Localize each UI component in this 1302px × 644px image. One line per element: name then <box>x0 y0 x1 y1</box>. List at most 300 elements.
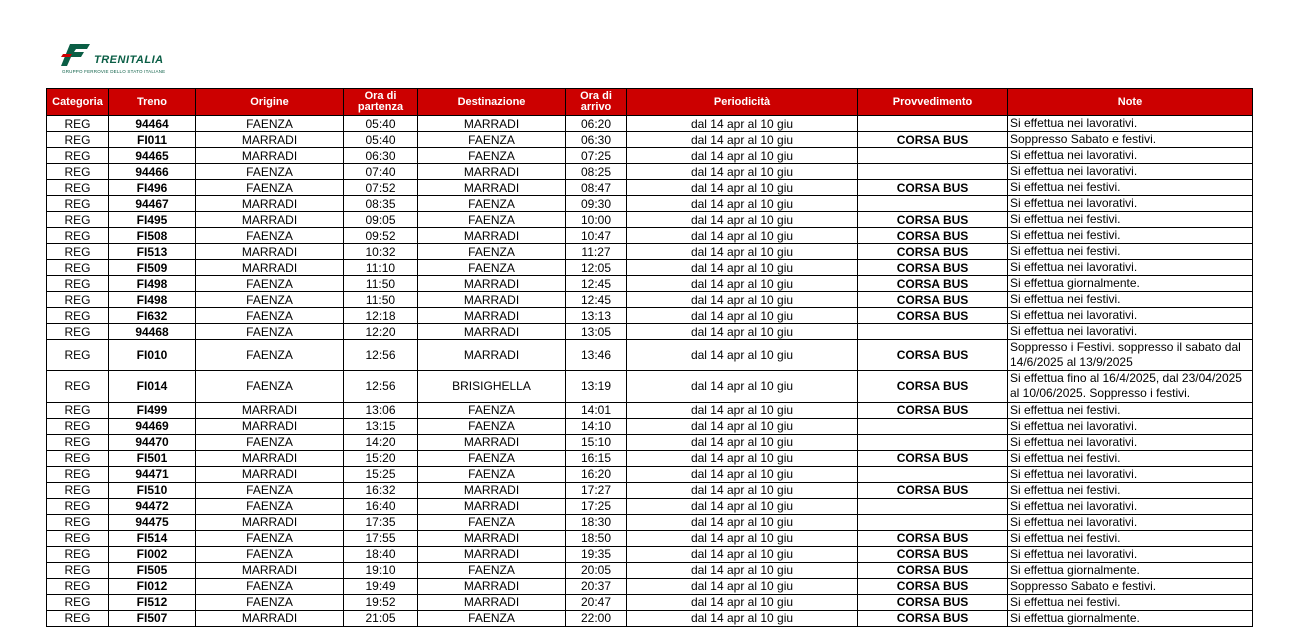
cell-provvedimento: CORSA BUS <box>858 578 1008 594</box>
cell-origine: MARRADI <box>196 402 344 418</box>
cell-ora-arrivo: 12:45 <box>566 276 627 292</box>
cell-ora-arrivo: 13:19 <box>566 371 627 402</box>
cell-treno: FI508 <box>109 228 196 244</box>
cell-treno: 94468 <box>109 324 196 340</box>
cell-note: Si effettua nei lavorativi. <box>1008 466 1253 482</box>
cell-provvedimento: CORSA BUS <box>858 482 1008 498</box>
cell-note: Si effettua nei lavorativi. <box>1008 196 1253 212</box>
cell-ora-partenza: 11:50 <box>344 276 418 292</box>
cell-categoria: REG <box>47 402 109 418</box>
cell-ora-arrivo: 10:47 <box>566 228 627 244</box>
cell-note: Si effettua nei lavorativi. <box>1008 546 1253 562</box>
cell-ora-partenza: 13:06 <box>344 402 418 418</box>
cell-destinazione: MARRADI <box>418 340 566 371</box>
cell-ora-arrivo: 20:05 <box>566 562 627 578</box>
cell-periodicita: dal 14 apr al 10 giu <box>627 148 858 164</box>
cell-provvedimento: CORSA BUS <box>858 308 1008 324</box>
cell-destinazione: MARRADI <box>418 228 566 244</box>
cell-destinazione: FAENZA <box>418 610 566 626</box>
cell-periodicita: dal 14 apr al 10 giu <box>627 610 858 626</box>
cell-periodicita: dal 14 apr al 10 giu <box>627 594 858 610</box>
cell-note: Si effettua giornalmente. <box>1008 610 1253 626</box>
cell-ora-arrivo: 13:46 <box>566 340 627 371</box>
cell-provvedimento: CORSA BUS <box>858 132 1008 148</box>
cell-origine: FAENZA <box>196 434 344 450</box>
table-row <box>47 562 1253 578</box>
table-row <box>47 276 1253 292</box>
cell-provvedimento <box>858 418 1008 434</box>
cell-categoria: REG <box>47 371 109 402</box>
cell-destinazione: MARRADI <box>418 482 566 498</box>
cell-categoria: REG <box>47 164 109 180</box>
cell-ora-arrivo: 14:10 <box>566 418 627 434</box>
cell-categoria: REG <box>47 212 109 228</box>
table-row <box>47 164 1253 180</box>
cell-destinazione: FAENZA <box>418 402 566 418</box>
cell-periodicita: dal 14 apr al 10 giu <box>627 418 858 434</box>
cell-periodicita: dal 14 apr al 10 giu <box>627 164 858 180</box>
cell-destinazione: FAENZA <box>418 260 566 276</box>
cell-periodicita: dal 14 apr al 10 giu <box>627 244 858 260</box>
cell-destinazione: MARRADI <box>418 164 566 180</box>
cell-ora-arrivo: 20:37 <box>566 578 627 594</box>
cell-origine: MARRADI <box>196 244 344 260</box>
cell-ora-arrivo: 22:00 <box>566 610 627 626</box>
table-row <box>47 260 1253 276</box>
table-row <box>47 402 1253 418</box>
cell-periodicita: dal 14 apr al 10 giu <box>627 530 858 546</box>
cell-ora-arrivo: 11:27 <box>566 244 627 260</box>
cell-destinazione: FAENZA <box>418 562 566 578</box>
cell-categoria: REG <box>47 116 109 132</box>
cell-treno: FI499 <box>109 402 196 418</box>
table-row <box>47 308 1253 324</box>
cell-ora-arrivo: 08:25 <box>566 164 627 180</box>
cell-ora-arrivo: 12:05 <box>566 260 627 276</box>
col-origine: Origine <box>196 89 344 116</box>
cell-origine: MARRADI <box>196 450 344 466</box>
cell-treno: FI014 <box>109 371 196 402</box>
cell-origine: FAENZA <box>196 164 344 180</box>
cell-categoria: REG <box>47 498 109 514</box>
table-row <box>47 371 1253 402</box>
cell-note: Si effettua nei lavorativi. <box>1008 418 1253 434</box>
cell-note: Si effettua nei lavorativi. <box>1008 308 1253 324</box>
cell-ora-partenza: 07:52 <box>344 180 418 196</box>
table-row <box>47 578 1253 594</box>
cell-categoria: REG <box>47 578 109 594</box>
table-row <box>47 482 1253 498</box>
cell-destinazione: MARRADI <box>418 324 566 340</box>
cell-ora-partenza: 14:20 <box>344 434 418 450</box>
cell-periodicita: dal 14 apr al 10 giu <box>627 260 858 276</box>
cell-categoria: REG <box>47 180 109 196</box>
cell-ora-partenza: 05:40 <box>344 116 418 132</box>
fs-logo-icon <box>60 42 92 68</box>
cell-provvedimento: CORSA BUS <box>858 228 1008 244</box>
cell-destinazione: MARRADI <box>418 276 566 292</box>
cell-categoria: REG <box>47 228 109 244</box>
cell-categoria: REG <box>47 148 109 164</box>
cell-provvedimento: CORSA BUS <box>858 371 1008 402</box>
logo-subtitle: GRUPPO FERROVIE DELLO STATO ITALIANE <box>62 69 166 74</box>
cell-periodicita: dal 14 apr al 10 giu <box>627 546 858 562</box>
table-row <box>47 466 1253 482</box>
cell-note: Si effettua fino al 16/4/2025, dal 23/04/2025 al 10/06/2025. Soppresso i festivi. <box>1008 371 1253 402</box>
cell-note: Soppresso Sabato e festivi. <box>1008 132 1253 148</box>
table-row <box>47 212 1253 228</box>
cell-note: Si effettua nei lavorativi. <box>1008 116 1253 132</box>
cell-periodicita: dal 14 apr al 10 giu <box>627 292 858 308</box>
cell-provvedimento <box>858 434 1008 450</box>
cell-origine: FAENZA <box>196 578 344 594</box>
cell-treno: 94469 <box>109 418 196 434</box>
cell-categoria: REG <box>47 466 109 482</box>
cell-treno: FI496 <box>109 180 196 196</box>
cell-provvedimento: CORSA BUS <box>858 260 1008 276</box>
cell-treno: FI495 <box>109 212 196 228</box>
cell-categoria: REG <box>47 610 109 626</box>
col-categoria: Categoria <box>47 89 109 116</box>
col-provvedimento: Provvedimento <box>858 89 1008 116</box>
cell-provvedimento: CORSA BUS <box>858 562 1008 578</box>
cell-ora-partenza: 12:56 <box>344 340 418 371</box>
cell-categoria: REG <box>47 514 109 530</box>
cell-periodicita: dal 14 apr al 10 giu <box>627 212 858 228</box>
table-row <box>47 594 1253 610</box>
cell-destinazione: FAENZA <box>418 514 566 530</box>
cell-ora-partenza: 19:49 <box>344 578 418 594</box>
cell-categoria: REG <box>47 196 109 212</box>
cell-note: Si effettua giornalmente. <box>1008 562 1253 578</box>
cell-ora-partenza: 19:10 <box>344 562 418 578</box>
cell-treno: FI498 <box>109 292 196 308</box>
header-row <box>47 89 1253 116</box>
cell-ora-arrivo: 08:47 <box>566 180 627 196</box>
cell-ora-partenza: 06:30 <box>344 148 418 164</box>
cell-periodicita: dal 14 apr al 10 giu <box>627 578 858 594</box>
cell-categoria: REG <box>47 434 109 450</box>
cell-periodicita: dal 14 apr al 10 giu <box>627 196 858 212</box>
cell-periodicita: dal 14 apr al 10 giu <box>627 324 858 340</box>
table-row <box>47 116 1253 132</box>
cell-ora-partenza: 18:40 <box>344 546 418 562</box>
col-destinazione: Destinazione <box>418 89 566 116</box>
cell-ora-partenza: 11:50 <box>344 292 418 308</box>
cell-treno: FI509 <box>109 260 196 276</box>
cell-treno: 94470 <box>109 434 196 450</box>
table-row <box>47 340 1253 371</box>
cell-origine: FAENZA <box>196 292 344 308</box>
cell-provvedimento: CORSA BUS <box>858 546 1008 562</box>
cell-treno: 94467 <box>109 196 196 212</box>
cell-ora-partenza: 19:52 <box>344 594 418 610</box>
cell-destinazione: MARRADI <box>418 434 566 450</box>
cell-ora-partenza: 16:40 <box>344 498 418 514</box>
table-row <box>47 514 1253 530</box>
cell-origine: MARRADI <box>196 466 344 482</box>
table-row <box>47 324 1253 340</box>
cell-origine: FAENZA <box>196 530 344 546</box>
cell-categoria: REG <box>47 530 109 546</box>
cell-ora-partenza: 17:35 <box>344 514 418 530</box>
cell-destinazione: BRISIGHELLA <box>418 371 566 402</box>
cell-note: Si effettua nei festivi. <box>1008 482 1253 498</box>
cell-ora-partenza: 09:05 <box>344 212 418 228</box>
cell-provvedimento: CORSA BUS <box>858 530 1008 546</box>
cell-periodicita: dal 14 apr al 10 giu <box>627 116 858 132</box>
cell-ora-arrivo: 19:35 <box>566 546 627 562</box>
cell-origine: FAENZA <box>196 308 344 324</box>
cell-treno: FI012 <box>109 578 196 594</box>
cell-ora-arrivo: 18:50 <box>566 530 627 546</box>
cell-ora-arrivo: 07:25 <box>566 148 627 164</box>
cell-treno: 94471 <box>109 466 196 482</box>
cell-treno: FI002 <box>109 546 196 562</box>
cell-provvedimento: CORSA BUS <box>858 244 1008 260</box>
cell-ora-arrivo: 18:30 <box>566 514 627 530</box>
cell-periodicita: dal 14 apr al 10 giu <box>627 450 858 466</box>
cell-origine: MARRADI <box>196 196 344 212</box>
cell-origine: MARRADI <box>196 562 344 578</box>
cell-note: Si effettua nei lavorativi. <box>1008 260 1253 276</box>
cell-origine: FAENZA <box>196 340 344 371</box>
table-row <box>47 498 1253 514</box>
cell-provvedimento: CORSA BUS <box>858 450 1008 466</box>
cell-provvedimento: CORSA BUS <box>858 610 1008 626</box>
cell-note: Si effettua nei festivi. <box>1008 530 1253 546</box>
cell-destinazione: FAENZA <box>418 132 566 148</box>
cell-origine: FAENZA <box>196 180 344 196</box>
cell-provvedimento <box>858 324 1008 340</box>
cell-destinazione: FAENZA <box>418 148 566 164</box>
cell-ora-partenza: 15:20 <box>344 450 418 466</box>
logo-wordmark: TRENITALIA <box>94 54 164 66</box>
cell-ora-partenza: 12:20 <box>344 324 418 340</box>
cell-ora-partenza: 05:40 <box>344 132 418 148</box>
cell-provvedimento: CORSA BUS <box>858 180 1008 196</box>
cell-ora-partenza: 15:25 <box>344 466 418 482</box>
cell-periodicita: dal 14 apr al 10 giu <box>627 482 858 498</box>
cell-categoria: REG <box>47 450 109 466</box>
cell-note: Si effettua nei festivi. <box>1008 450 1253 466</box>
table-row <box>47 244 1253 260</box>
cell-treno: FI501 <box>109 450 196 466</box>
cell-ora-partenza: 16:32 <box>344 482 418 498</box>
cell-provvedimento <box>858 148 1008 164</box>
cell-note: Si effettua nei lavorativi. <box>1008 324 1253 340</box>
cell-destinazione: MARRADI <box>418 498 566 514</box>
cell-treno: FI514 <box>109 530 196 546</box>
cell-provvedimento: CORSA BUS <box>858 276 1008 292</box>
cell-periodicita: dal 14 apr al 10 giu <box>627 434 858 450</box>
cell-origine: FAENZA <box>196 116 344 132</box>
cell-provvedimento: CORSA BUS <box>858 212 1008 228</box>
cell-ora-arrivo: 20:47 <box>566 594 627 610</box>
cell-treno: 94466 <box>109 164 196 180</box>
table-row <box>47 148 1253 164</box>
cell-note: Si effettua nei lavorativi. <box>1008 148 1253 164</box>
table-row <box>47 132 1253 148</box>
cell-origine: FAENZA <box>196 546 344 562</box>
cell-destinazione: FAENZA <box>418 450 566 466</box>
table-row <box>47 546 1253 562</box>
cell-destinazione: MARRADI <box>418 116 566 132</box>
timetable-body <box>47 116 1253 627</box>
cell-treno: 94464 <box>109 116 196 132</box>
col-treno: Treno <box>109 89 196 116</box>
table-row <box>47 450 1253 466</box>
table-row <box>47 434 1253 450</box>
cell-origine: MARRADI <box>196 610 344 626</box>
cell-treno: 94472 <box>109 498 196 514</box>
cell-treno: FI505 <box>109 562 196 578</box>
table-row <box>47 292 1253 308</box>
cell-destinazione: MARRADI <box>418 578 566 594</box>
cell-ora-arrivo: 13:13 <box>566 308 627 324</box>
cell-destinazione: MARRADI <box>418 530 566 546</box>
table-row <box>47 418 1253 434</box>
cell-categoria: REG <box>47 562 109 578</box>
cell-treno: FI498 <box>109 276 196 292</box>
cell-ora-partenza: 12:56 <box>344 371 418 402</box>
cell-categoria: REG <box>47 482 109 498</box>
cell-periodicita: dal 14 apr al 10 giu <box>627 276 858 292</box>
cell-treno: FI632 <box>109 308 196 324</box>
cell-periodicita: dal 14 apr al 10 giu <box>627 132 858 148</box>
cell-treno: FI510 <box>109 482 196 498</box>
cell-origine: MARRADI <box>196 260 344 276</box>
cell-origine: MARRADI <box>196 132 344 148</box>
table-row <box>47 180 1253 196</box>
cell-periodicita: dal 14 apr al 10 giu <box>627 562 858 578</box>
cell-destinazione: MARRADI <box>418 594 566 610</box>
cell-note: Si effettua nei festivi. <box>1008 212 1253 228</box>
col-periodicita: Periodicità <box>627 89 858 116</box>
cell-note: Si effettua nei festivi. <box>1008 244 1253 260</box>
table-row <box>47 196 1253 212</box>
cell-ora-arrivo: 14:01 <box>566 402 627 418</box>
cell-ora-partenza: 13:15 <box>344 418 418 434</box>
cell-origine: FAENZA <box>196 276 344 292</box>
col-note: Note <box>1008 89 1253 116</box>
cell-note: Si effettua nei festivi. <box>1008 594 1253 610</box>
cell-destinazione: FAENZA <box>418 244 566 260</box>
trenitalia-logo <box>60 40 190 76</box>
cell-treno: 94465 <box>109 148 196 164</box>
cell-destinazione: FAENZA <box>418 418 566 434</box>
cell-treno: FI507 <box>109 610 196 626</box>
cell-treno: FI011 <box>109 132 196 148</box>
cell-ora-arrivo: 17:27 <box>566 482 627 498</box>
cell-periodicita: dal 14 apr al 10 giu <box>627 498 858 514</box>
cell-periodicita: dal 14 apr al 10 giu <box>627 228 858 244</box>
timetable <box>46 88 1253 627</box>
cell-provvedimento <box>858 116 1008 132</box>
table-row <box>47 530 1253 546</box>
cell-provvedimento: CORSA BUS <box>858 340 1008 371</box>
cell-origine: FAENZA <box>196 324 344 340</box>
cell-ora-partenza: 09:52 <box>344 228 418 244</box>
cell-periodicita: dal 14 apr al 10 giu <box>627 466 858 482</box>
cell-periodicita: dal 14 apr al 10 giu <box>627 514 858 530</box>
cell-periodicita: dal 14 apr al 10 giu <box>627 402 858 418</box>
cell-ora-partenza: 10:32 <box>344 244 418 260</box>
cell-origine: FAENZA <box>196 482 344 498</box>
cell-note: Si effettua giornalmente. <box>1008 276 1253 292</box>
cell-ora-arrivo: 06:20 <box>566 116 627 132</box>
cell-provvedimento <box>858 164 1008 180</box>
cell-destinazione: FAENZA <box>418 212 566 228</box>
cell-ora-arrivo: 13:05 <box>566 324 627 340</box>
cell-categoria: REG <box>47 340 109 371</box>
cell-categoria: REG <box>47 308 109 324</box>
cell-destinazione: MARRADI <box>418 546 566 562</box>
cell-ora-arrivo: 17:25 <box>566 498 627 514</box>
cell-treno: 94475 <box>109 514 196 530</box>
cell-categoria: REG <box>47 594 109 610</box>
cell-provvedimento <box>858 196 1008 212</box>
cell-categoria: REG <box>47 244 109 260</box>
cell-origine: FAENZA <box>196 594 344 610</box>
cell-ora-partenza: 21:05 <box>344 610 418 626</box>
cell-note: Si effettua nei festivi. <box>1008 180 1253 196</box>
cell-treno: FI512 <box>109 594 196 610</box>
cell-provvedimento <box>858 498 1008 514</box>
cell-provvedimento: CORSA BUS <box>858 594 1008 610</box>
cell-ora-arrivo: 16:15 <box>566 450 627 466</box>
cell-ora-partenza: 12:18 <box>344 308 418 324</box>
cell-destinazione: FAENZA <box>418 196 566 212</box>
cell-note: Soppresso Sabato e festivi. <box>1008 578 1253 594</box>
cell-categoria: REG <box>47 324 109 340</box>
cell-provvedimento: CORSA BUS <box>858 292 1008 308</box>
cell-origine: FAENZA <box>196 498 344 514</box>
cell-periodicita: dal 14 apr al 10 giu <box>627 340 858 371</box>
cell-ora-partenza: 08:35 <box>344 196 418 212</box>
cell-ora-partenza: 11:10 <box>344 260 418 276</box>
cell-periodicita: dal 14 apr al 10 giu <box>627 371 858 402</box>
cell-categoria: REG <box>47 276 109 292</box>
cell-categoria: REG <box>47 260 109 276</box>
cell-ora-partenza: 17:55 <box>344 530 418 546</box>
col-ora-arrivo: Ora di arrivo <box>566 89 627 116</box>
cell-categoria: REG <box>47 292 109 308</box>
cell-origine: MARRADI <box>196 514 344 530</box>
table-row <box>47 228 1253 244</box>
cell-provvedimento <box>858 466 1008 482</box>
cell-ora-arrivo: 10:00 <box>566 212 627 228</box>
cell-origine: FAENZA <box>196 228 344 244</box>
cell-note: Si effettua nei festivi. <box>1008 402 1253 418</box>
cell-origine: MARRADI <box>196 418 344 434</box>
cell-ora-arrivo: 09:30 <box>566 196 627 212</box>
cell-note: Si effettua nei lavorativi. <box>1008 498 1253 514</box>
cell-note: Si effettua nei festivi. <box>1008 292 1253 308</box>
cell-categoria: REG <box>47 546 109 562</box>
cell-periodicita: dal 14 apr al 10 giu <box>627 180 858 196</box>
cell-provvedimento <box>858 514 1008 530</box>
cell-ora-partenza: 07:40 <box>344 164 418 180</box>
cell-origine: MARRADI <box>196 148 344 164</box>
table-row <box>47 610 1253 626</box>
cell-periodicita: dal 14 apr al 10 giu <box>627 308 858 324</box>
cell-treno: FI513 <box>109 244 196 260</box>
cell-note: Si effettua nei lavorativi. <box>1008 434 1253 450</box>
cell-destinazione: MARRADI <box>418 292 566 308</box>
cell-origine: MARRADI <box>196 212 344 228</box>
cell-ora-arrivo: 15:10 <box>566 434 627 450</box>
